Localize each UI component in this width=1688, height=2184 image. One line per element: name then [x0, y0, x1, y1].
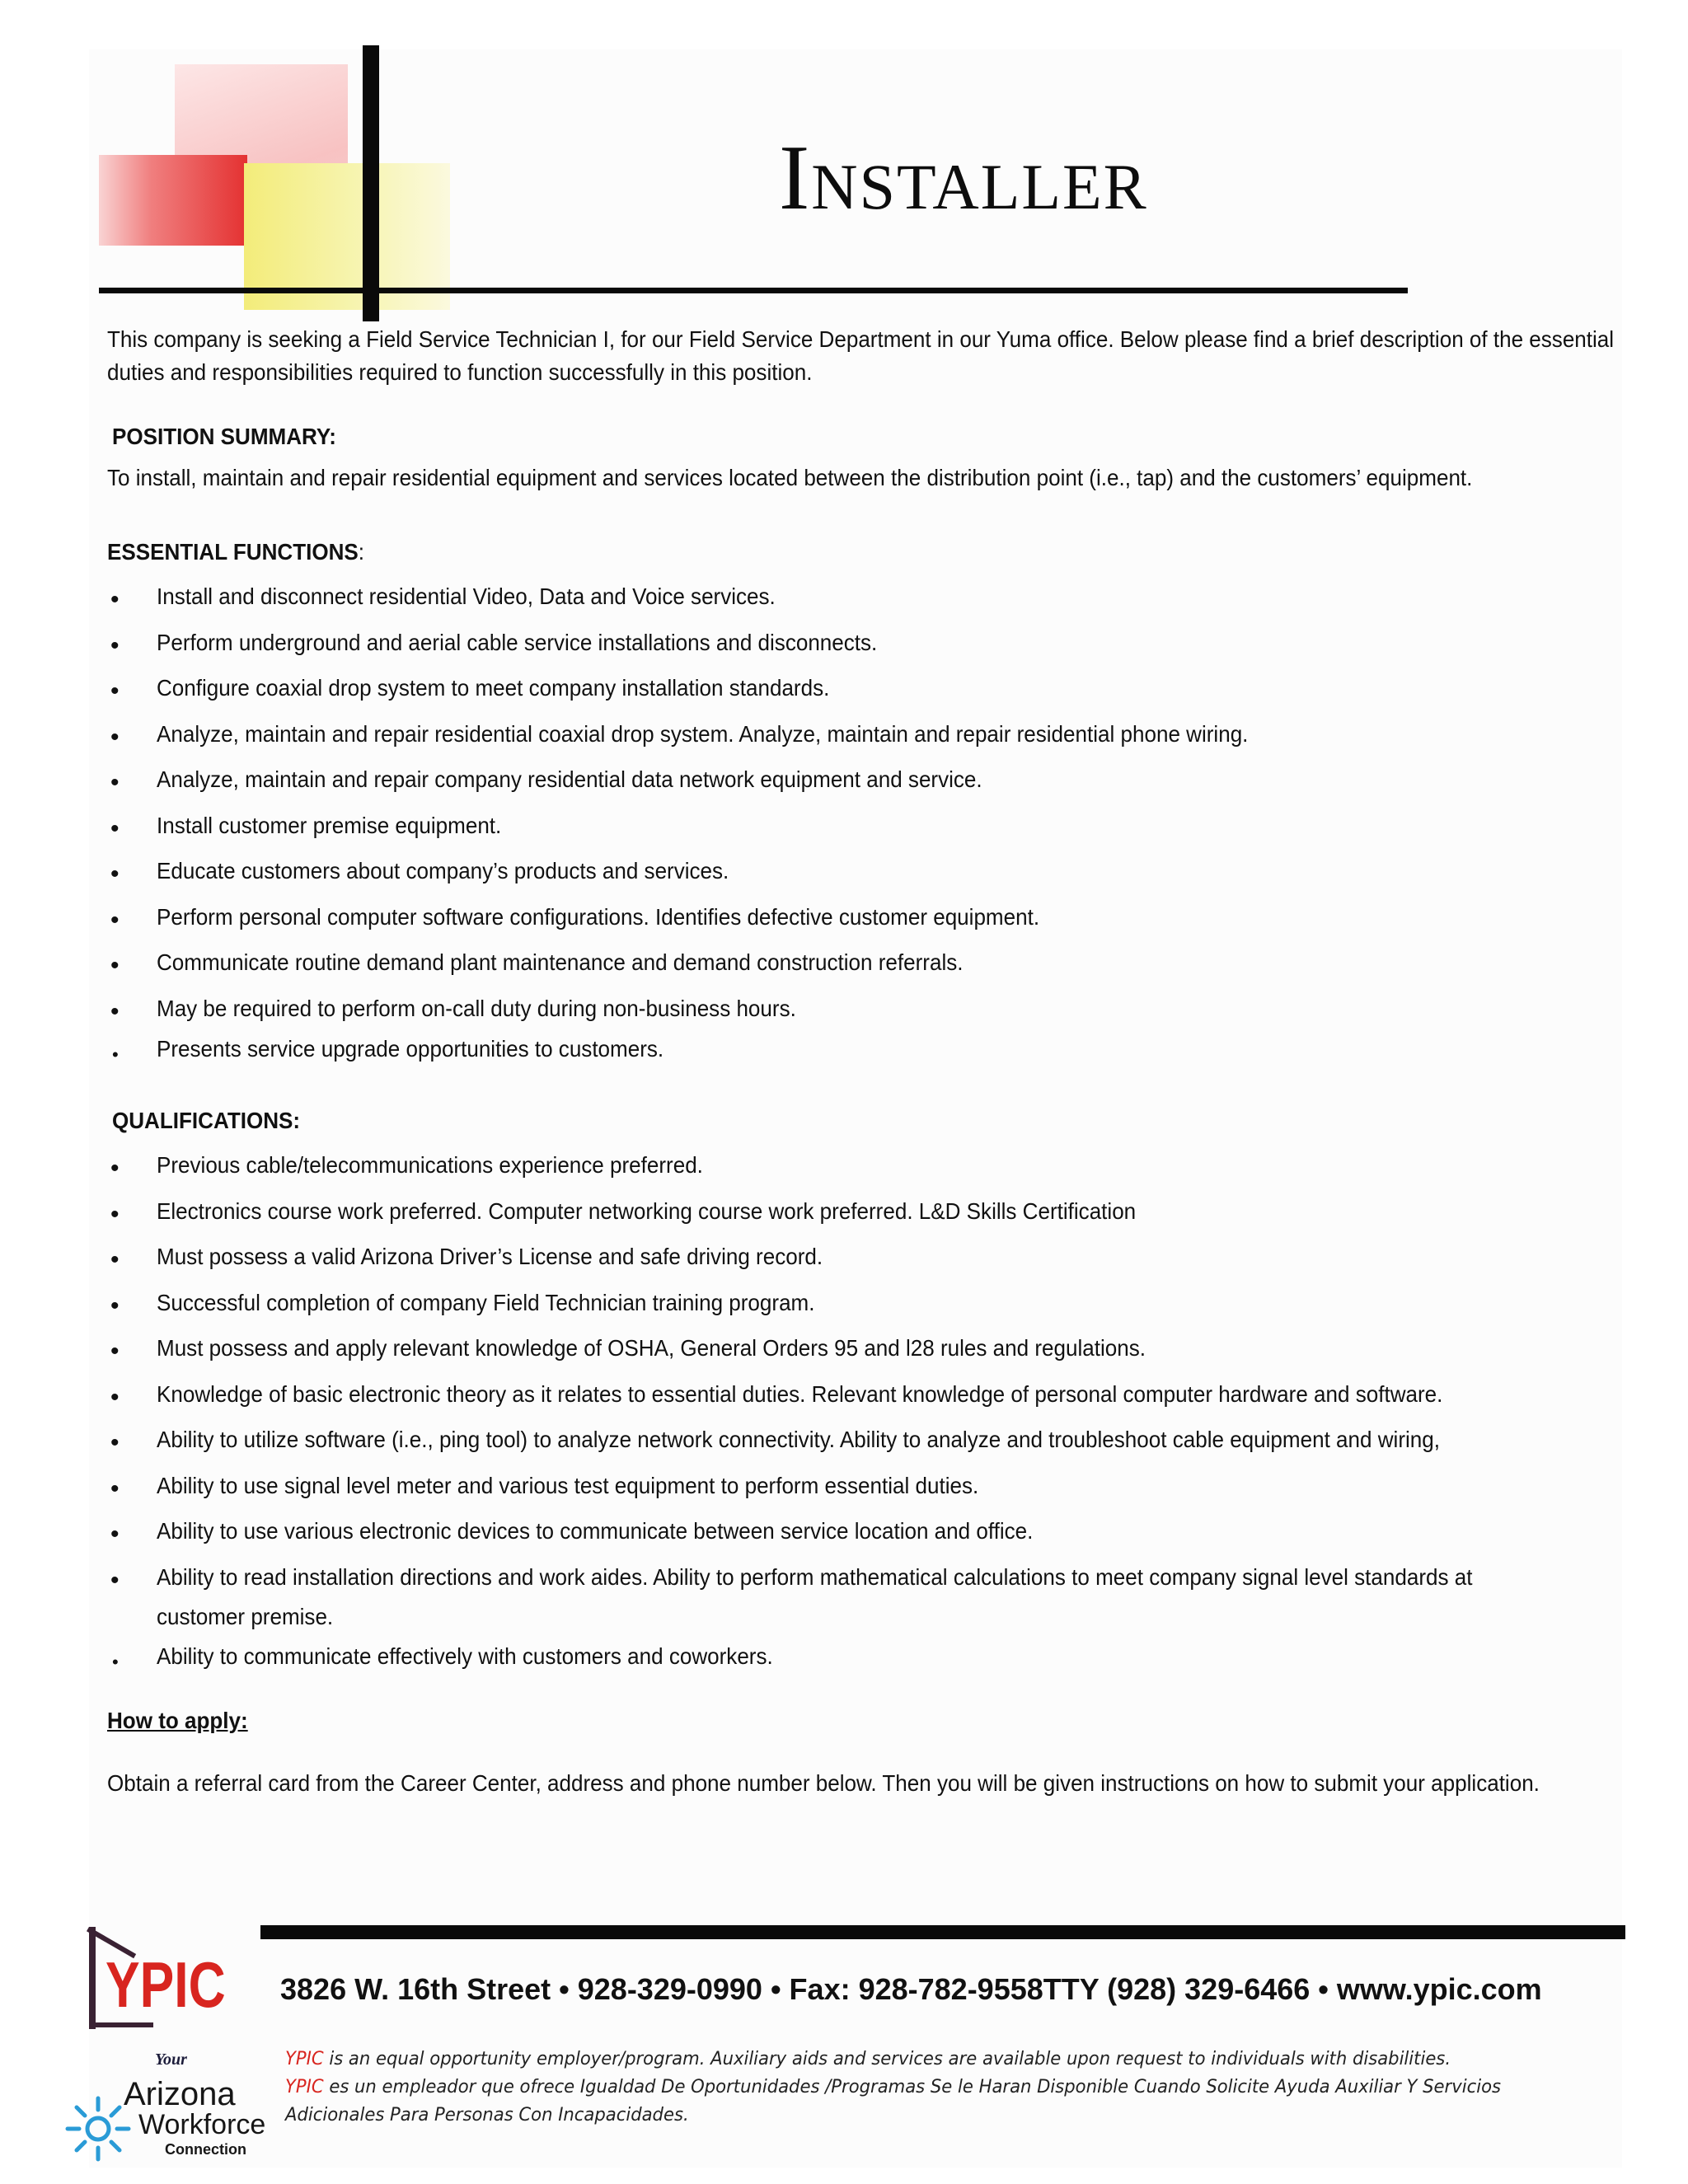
bullet-icon: •: [110, 724, 120, 751]
how-to-apply-text: Obtain a referral card from the Career Center, address and phone number below. Then you will be given instructions on how to submit your application.: [107, 1770, 1540, 1796]
bullet-icon: •: [110, 952, 120, 979]
position-summary-heading: POSITION SUMMARY:: [112, 424, 336, 449]
bullet-icon: •: [110, 860, 120, 888]
list-item-text: Successful completion of company Field Technician training program.: [157, 1290, 815, 1315]
eeo-statement-english: [285, 2046, 1451, 2074]
decorative-vertical-bar: [363, 45, 379, 321]
eeo-statement-spanish: [285, 2074, 1501, 2102]
list-item-text: Presents service upgrade opportunities to customers.: [157, 1036, 664, 1062]
list-item-text: Analyze, maintain and repair residential coaxial drop system. Analyze, maintain and repair residential phone wiring.: [157, 721, 1249, 747]
bullet-icon: •: [110, 1429, 120, 1456]
qualifications-heading: QUALIFICATIONS:: [112, 1108, 301, 1133]
list-item-text: Configure coaxial drop system to meet company installation standards.: [157, 675, 830, 701]
bullet-icon: •: [110, 907, 120, 934]
list-item-text: Ability to communicate effectively with customers and coworkers.: [157, 1643, 773, 1669]
bullet-icon: •: [110, 1292, 120, 1319]
list-item-text: Electronics course work preferred. Computer networking course work preferred. L&D Skills Certification: [157, 1198, 1137, 1224]
page-title: Installer: [779, 127, 1148, 229]
bullet-icon: •: [112, 1044, 119, 1065]
bullet-icon: •: [110, 1521, 120, 1548]
list-item-text: Ability to use various electronic devices to communicate between service location and office.: [157, 1518, 1034, 1544]
bullet-icon: •: [110, 586, 120, 613]
list-item-text: customer premise.: [157, 1604, 334, 1629]
header-rule: [99, 288, 1408, 293]
list-item-text: Knowledge of basic electronic theory as it relates to essential duties. Relevant knowledge of personal computer hardware and software.: [157, 1381, 1443, 1407]
list-item-text: Ability to utilize software (i.e., ping tool) to analyze network connectivity. Ability to analyze and troubleshoot cable equipment and wiring,: [157, 1427, 1440, 1452]
bullet-icon: •: [110, 1384, 120, 1411]
footer-rule: [260, 1925, 1625, 1939]
list-item-text: Perform underground and aerial cable service installations and disconnects.: [157, 630, 878, 655]
eeo-brand-es: YPIC: [285, 2077, 324, 2097]
logo-arizona-text: Arizona: [124, 2076, 236, 2112]
essential-functions-heading-line: [107, 536, 364, 569]
logo-bracket-icon: [89, 1927, 96, 2029]
bullet-icon: •: [110, 769, 120, 796]
bullet-icon: •: [110, 998, 120, 1025]
intro-paragraph: This company is seeking a Field Service Technician I, for our Field Service Department in our Yuma office. Below please find a brief description of the essential duties and responsibilities required to function successfully in this position.: [107, 326, 1615, 385]
bullet-icon: •: [110, 1155, 120, 1182]
list-item-text: Previous cable/telecommunications experience preferred.: [157, 1152, 703, 1178]
list-item-text: Ability to read installation directions and work aides. Ability to perform mathematical calculations to meet company signal level standards at: [157, 1564, 1473, 1590]
list-item-text: Analyze, maintain and repair company residential data network equipment and service.: [157, 766, 982, 792]
eeo-text-en: is an equal opportunity employer/program. Auxiliary aids and services are available upon request to individuals with disabilities.: [323, 2049, 1451, 2069]
logo-bracket-bottom: [96, 2022, 153, 2027]
list-item-text: Install customer premise equipment.: [157, 813, 502, 838]
bullet-icon: •: [110, 632, 120, 659]
ypic-logo: [53, 1927, 266, 2166]
how-to-apply-heading: How to apply:: [107, 1708, 248, 1733]
list-item-text: Communicate routine demand plant maintenance and demand construction referrals.: [157, 949, 964, 975]
list-item-text: May be required to perform on-call duty during non-business hours.: [157, 996, 796, 1021]
list-item-text: Perform personal computer software configurations. Identifies defective customer equipment.: [157, 904, 1040, 930]
bullet-icon: •: [110, 815, 120, 842]
eeo-statement-spanish-2: Adicionales Para Personas Con Incapacidades.: [285, 2105, 689, 2125]
bullet-icon: •: [110, 1246, 120, 1273]
essential-functions-colon: :: [358, 539, 365, 565]
logo-workforce-text: Workforce: [138, 2109, 266, 2140]
decorative-red-square: [99, 155, 247, 246]
list-item-text: Ability to use signal level meter and various test equipment to perform essential duties.: [157, 1473, 979, 1498]
eeo-text-es: es un empleador que ofrece Igualdad De Oportunidades /Programas Se le Haran Disponible Cuando Solicite Ayuda Auxiliar Y Servicios: [323, 2077, 1501, 2097]
list-item-text: Educate customers about company’s products and services.: [157, 858, 729, 883]
list-item-text: Must possess a valid Arizona Driver’s License and safe driving record.: [157, 1244, 823, 1269]
logo-connection-text: Connection: [165, 2141, 246, 2158]
bullet-icon: •: [112, 1652, 119, 1672]
logo-your-text: Your: [155, 2050, 187, 2069]
bullet-icon: •: [110, 1475, 120, 1502]
eeo-brand-en: YPIC: [285, 2049, 324, 2069]
bullet-icon: •: [110, 1338, 120, 1365]
list-item-text: Must possess and apply relevant knowledge of OSHA, General Orders 95 and l28 rules and regulations.: [157, 1335, 1146, 1361]
bullet-icon: •: [110, 677, 120, 705]
contact-info: 3826 W. 16th Street • 928-329-0990 • Fax: 928-782-9558TTY (928) 329-6466 • www.ypic.com: [280, 1972, 1542, 2006]
bullet-icon: •: [110, 1201, 120, 1228]
position-summary-text: To install, maintain and repair residential equipment and services located between the distribution point (i.e., tap) and the customers’ equipment.: [107, 465, 1473, 490]
essential-functions-heading: ESSENTIAL FUNCTIONS: [107, 539, 359, 565]
bullet-icon: •: [110, 1567, 120, 1594]
list-item-text: Install and disconnect residential Video, Data and Voice services.: [157, 583, 776, 609]
logo-ypic-text: YPIC: [106, 1948, 226, 2021]
